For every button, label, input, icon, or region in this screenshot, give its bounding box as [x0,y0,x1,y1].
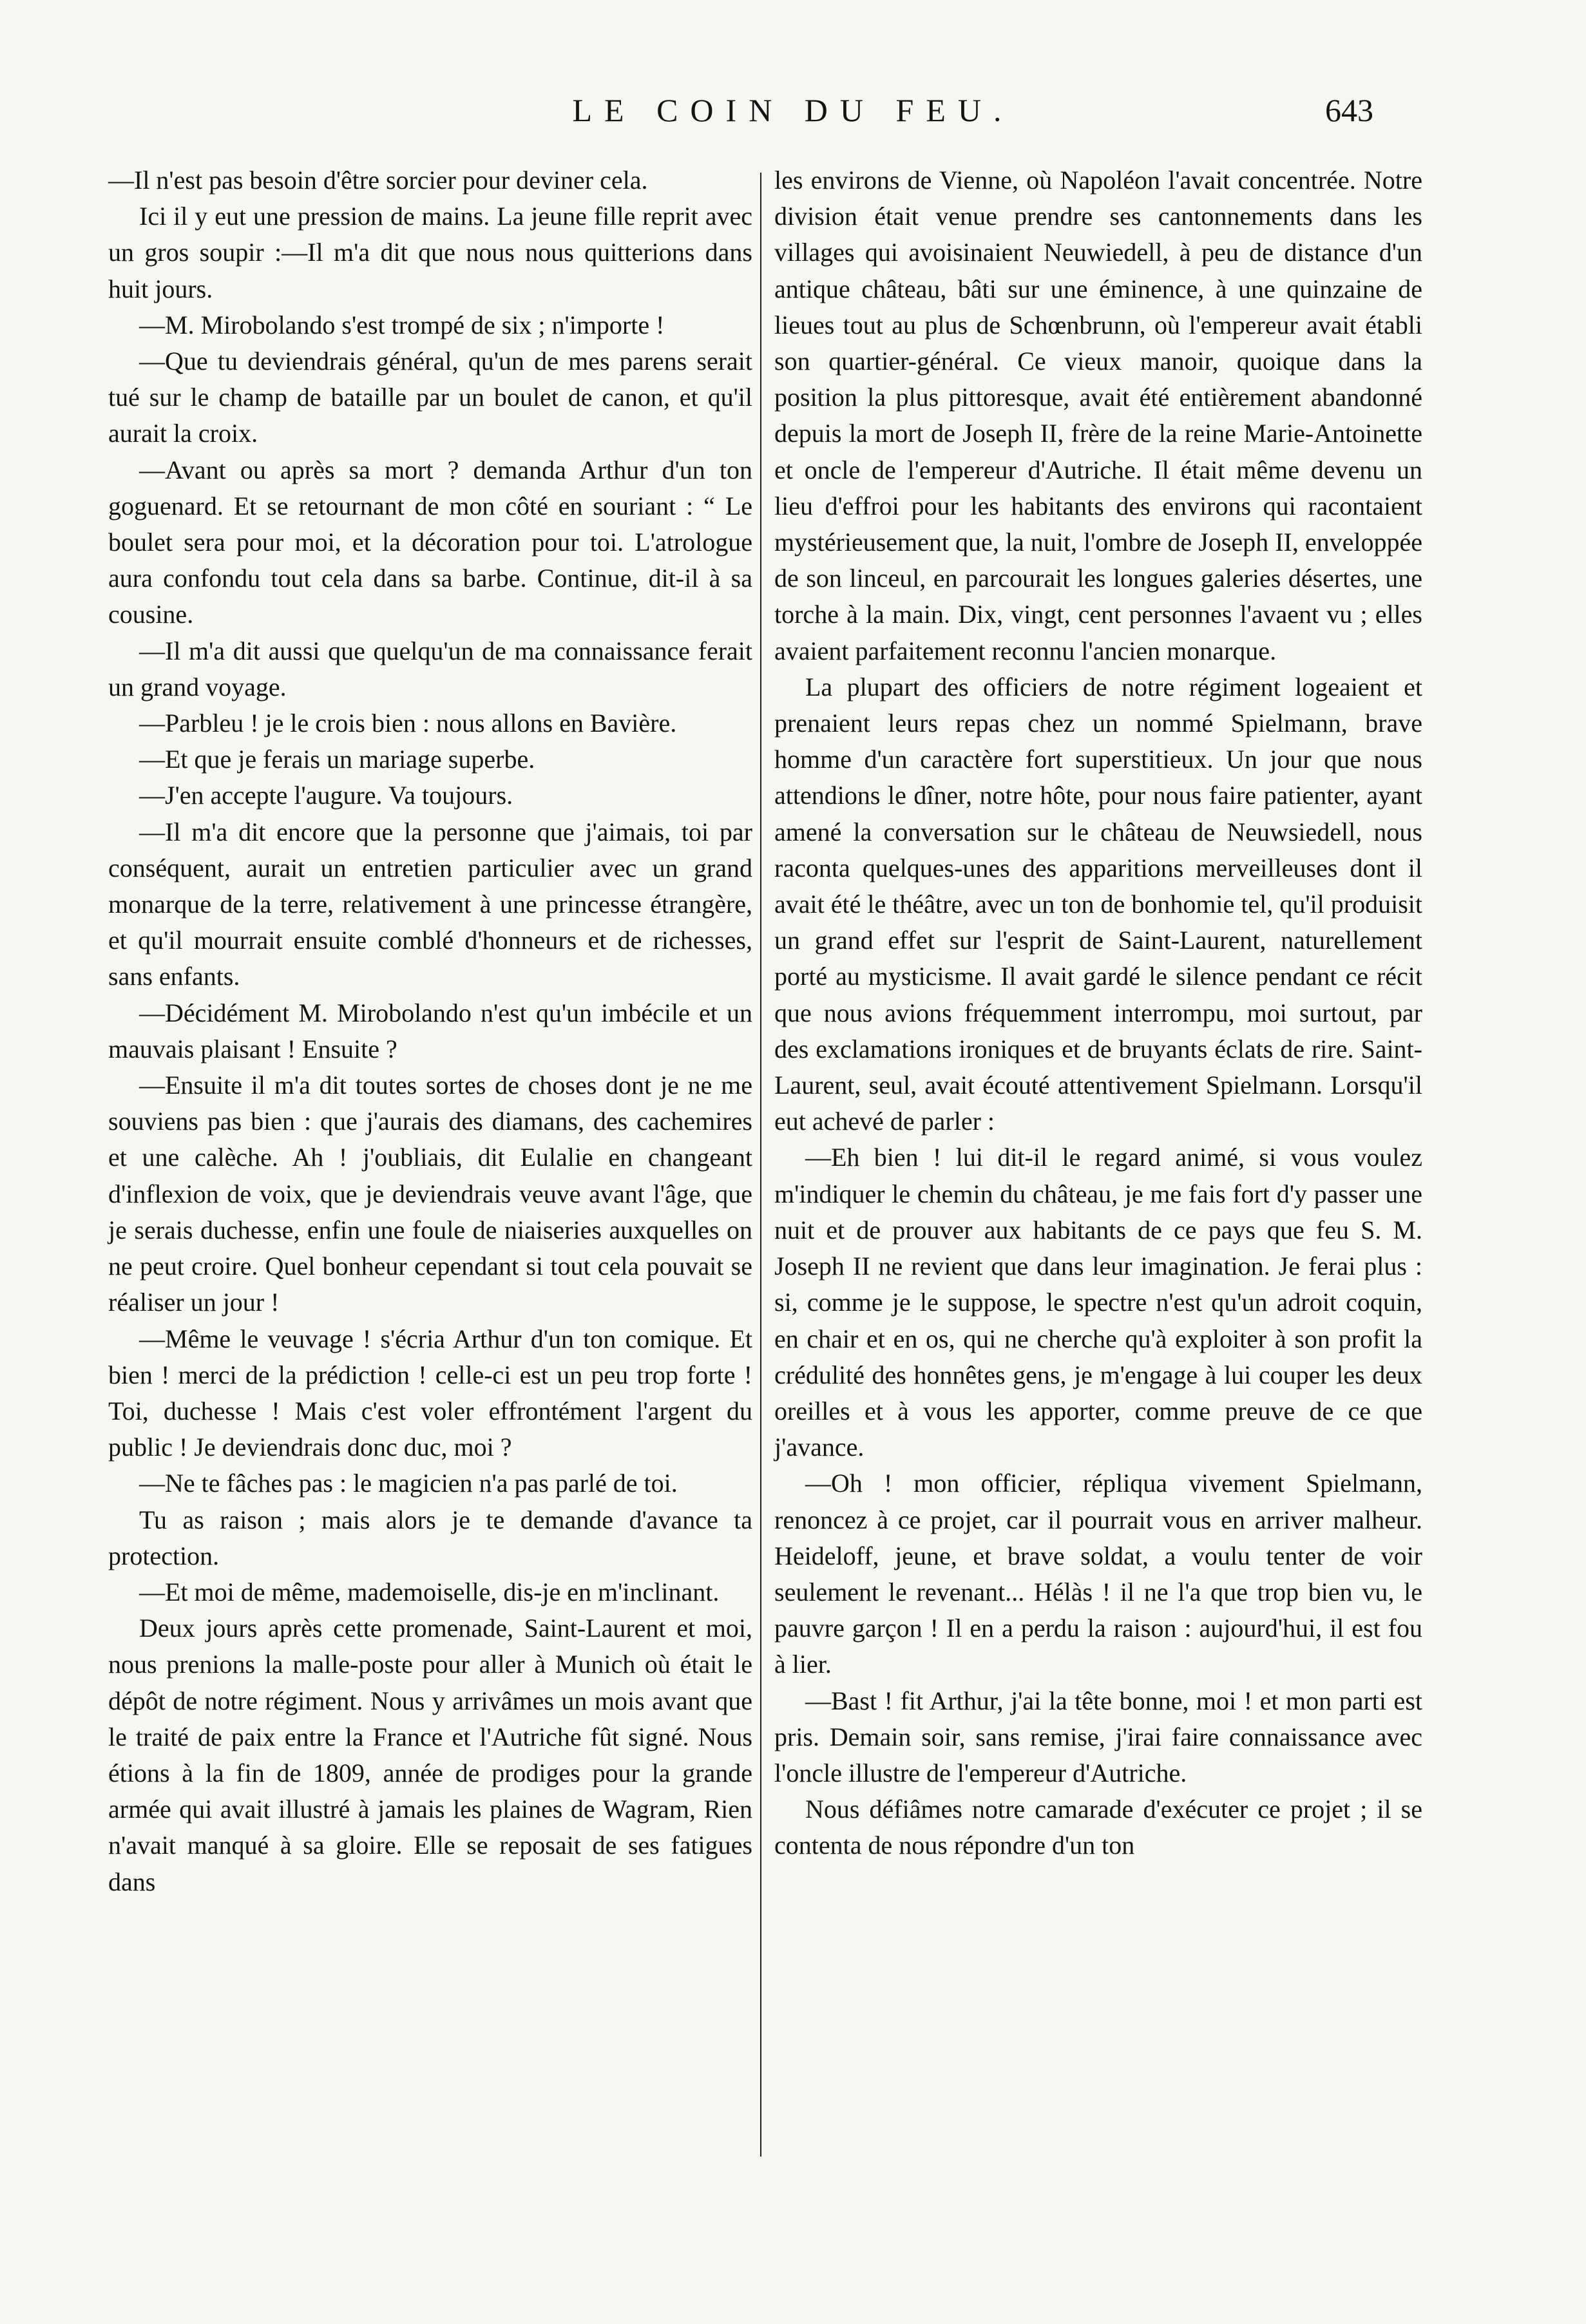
running-head [0,91,1586,143]
page-number: 643 [1325,92,1373,128]
paragraph: —Que tu deviendrais général, qu'un de mes parens serait tué sur le champ de bataille par un boulet de canon, et qu'il aurait la croix. [108,347,752,448]
paragraph: Ici il y eut une pression de mains. La jeune fille reprit avec un gros soupir :—Il m'a dit que nous nous quitterions dans huit jours. [108,202,752,303]
right-column [774,162,1422,1864]
paragraph: —Ne te fâches pas : le magicien n'a pas parlé de toi. [139,1469,678,1498]
paragraph: —Et moi de même, mademoiselle, dis-je en m'inclinant. [139,1577,720,1606]
paragraph: —Ensuite il m'a dit toutes sortes de choses dont je ne me souviens pas bien : que j'aurais des diamans, des cachemires et une calèche. Ah ! j'oubliais, dit Eulalie en changeant d'inflexion de voix, que je deviendrais veuve avant l'âge, que je serais duchesse, enfin une foule de niaiseries auxquelles on ne peut croire. Quel bonheur cependant si tout cela pouvait se réaliser un jour ! [108,1071,752,1317]
paragraph: Tu as raison ; mais alors je te demande d'avance ta protection. [108,1505,752,1570]
paragraph: les environs de Vienne, où Napoléon l'avait concentrée. Notre division était venue prendre ses cantonnements dans les villages qui avoisinaient Neuwiedell, à peu de distance d'un antique château, bâti sur une éminence, à une quinzaine de lieues tout au plus de Schœnbrunn, où l'empereur avait établi son quartier-général. Ce vieux manoir, quoique dans la position la plus pittoresque, avait été entièrement abandonné depuis la mort de Joseph II, frère de la reine Marie-Antoinette et oncle de l'empereur d'Autriche. Il était même devenu un lieu d'effroi pour les habitants des environs qui racontaient mystérieusement que, la nuit, l'ombre de Joseph II, enveloppée de son linceul, en parcourait les longues galeries désertes, une torche à la main. Dix, vingt, cent personnes l'avaent vu ; elles avaient parfaitement reconnu l'ancien monarque. [774,166,1422,665]
paragraph: Deux jours après cette promenade, Saint-Laurent et moi, nous prenions la malle-poste pour aller à Munich où était le dépôt de notre régiment. Nous y arrivâmes un mois avant que le traité de paix entre la France et l'Autriche fût signé. Nous étions à la fin de 1809, année de prodiges pour la grande armée qui avait illustré à jamais les plaines de Wagram, Rien n'avait manqué à sa gloire. Elle se reposait de ses fatigues dans [108,1614,752,1896]
paragraph: Nous défiâmes notre camarade d'exécuter ce projet ; il se contenta de nous répondre d'un ton [774,1795,1422,1860]
left-column [108,162,752,1900]
paragraph: —Et que je ferais un mariage superbe. [139,745,535,774]
paragraph: —Il m'a dit aussi que quelqu'un de ma connaissance ferait un grand voyage. [108,636,752,701]
paragraph: —Même le veuvage ! s'écria Arthur d'un ton comique. Et bien ! merci de la prédiction ! celle-ci est un peu trop forte ! Toi, duchesse ! Mais c'est voler effrontément l'argent du public ! Je deviendrais donc duc, moi ? [108,1324,752,1462]
paragraph: La plupart des officiers de notre régiment logeaient et prenaient leurs repas chez un nommé Spielmann, brave homme d'un caractère fort superstitieux. Un jour que nous attendions le dîner, notre hôte, pour nous faire patienter, ayant amené la conversation sur le château de Neuwsiedell, nous raconta quelques-unes des apparitions merveilleuses dont il avait été le théâtre, avec un ton de bonhomie tel, qu'il produisit un grand effet sur l'esprit de Saint-Laurent, naturellement porté au mysticisme. Il avait gardé le silence pendant ce récit que nous avions fréquemment interrompu, moi surtout, par des exclamations ironiques et de bruyants éclats de rire. Saint-Laurent, seul, avait écouté attentivement Spielmann. Lorsqu'il eut achevé de parler : [774,672,1422,1136]
paragraph: —Il m'a dit encore que la personne que j'aimais, toi par conséquent, aurait un entretien particulier avec un grand monarque de la terre, relativement à une princesse étrangère, et qu'il mourrait ensuite comblé d'honneurs et de richesses, sans enfants. [108,817,752,991]
paragraph: —Bast ! fit Arthur, j'ai la tête bonne, moi ! et mon parti est pris. Demain soir, sans remise, j'irai faire connaissance avec l'oncle illustre de l'empereur d'Autriche. [774,1686,1422,1787]
paragraph: —Il n'est pas besoin d'être sorcier pour deviner cela. [108,166,648,195]
paragraph: —Oh ! mon officier, répliqua vivement Spielmann, renoncez à ce projet, car il pourrait vous en arriver malheur. Heideloff, jeune, et brave soldat, a voulu tenter de voir seulement le revenant... Hélàs ! il ne l'a que trop bien vu, le pauvre garçon ! Il en a perdu la raison : aujourd'hui, il est fou à lier. [774,1469,1422,1679]
paragraph: —M. Mirobolando s'est trompé de six ; n'importe ! [139,310,665,339]
paragraph: —Avant ou après sa mort ? demanda Arthur d'un ton goguenard. Et se retournant de mon côté en souriant : “ Le boulet sera pour moi, et la décoration pour toi. L'atrologue aura confondu tout cela dans sa barbe. Continue, dit-il à sa cousine. [108,455,752,629]
running-title: LE COIN DU FEU. [572,92,1014,128]
paragraph: —Décidément M. Mirobolando n'est qu'un imbécile et un mauvais plaisant ! Ensuite ? [108,998,752,1063]
column-divider [760,173,761,2157]
paragraph: —J'en accepte l'augure. Va toujours. [139,781,513,810]
paragraph: —Eh bien ! lui dit-il le regard animé, si vous voulez m'indiquer le chemin du château, je me fais fort d'y passer une nuit et de prouver aux habitants de ce pays que feu S. M. Joseph II ne revient que dans leur imagination. Je ferai plus : si, comme je le suppose, le spectre n'est qu'un adroit coquin, en chair et en os, qui ne cherche qu'à exploiter à son profit la crédulité des honnêtes gens, je m'engage à lui couper les deux oreilles et à vous les apporter, comme preuve de ce que j'avance. [774,1143,1422,1462]
paragraph: —Parbleu ! je le crois bien : nous allons en Bavière. [139,709,677,738]
